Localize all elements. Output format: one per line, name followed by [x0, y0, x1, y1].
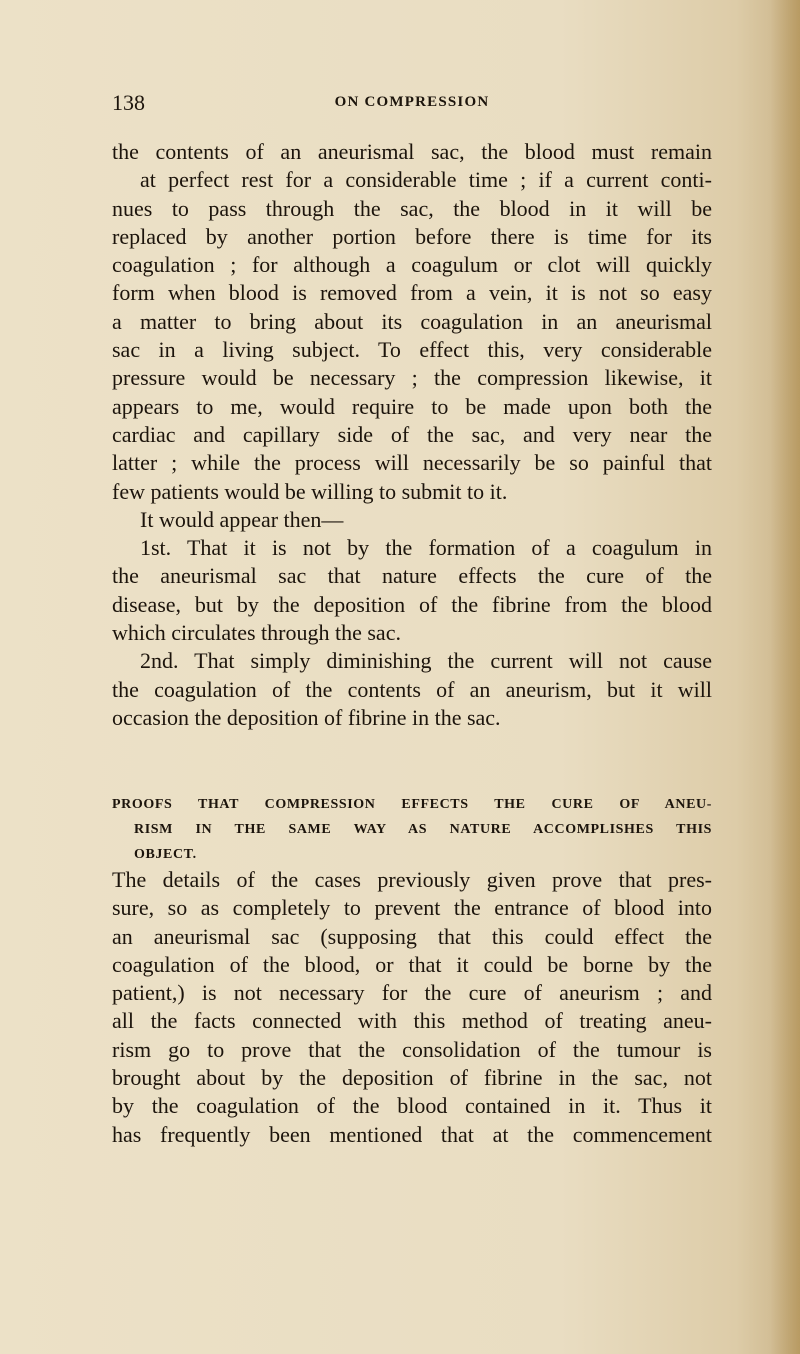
text-line: The details of the cases previously given prove that pres- — [112, 867, 712, 892]
text-line: coagulation of the blood, or that it could be borne by the — [112, 951, 712, 977]
text-line: all the facts connected with this method of treating aneu- — [112, 1008, 712, 1034]
text-line: form when blood is removed from a vein, it is not so easy — [112, 280, 712, 306]
text-line: appears to me, would require to be made upon both the — [112, 393, 712, 419]
running-head: ON COMPRESSION — [334, 94, 490, 110]
text-line: has frequently been mentioned that at the commencement — [112, 1121, 712, 1147]
text-line: the coagulation of the contents of an aneurism, but it will — [112, 676, 712, 702]
text-line: which circulates through the sac. — [112, 620, 401, 646]
text-line: 2nd. That simply diminishing the current will not cause — [140, 648, 712, 674]
page-edge-stain — [770, 0, 800, 1354]
text-line: sac in a living subject. To effect this, very considerable — [112, 337, 712, 363]
section-heading — [112, 792, 712, 867]
text-line: replaced by another portion before there is time for its — [112, 223, 712, 249]
text-line: by the coagulation of the blood contained in it. Thus it — [112, 1093, 712, 1119]
text-line: brought about by the deposition of fibrine in the sac, not — [112, 1065, 712, 1091]
body-text-bottom — [112, 866, 712, 1149]
text-line: disease, but by the deposition of the fibrine from the blood — [112, 591, 712, 617]
text-line: rism go to prove that the consolidation of the tumour is — [112, 1036, 712, 1062]
text-line: coagulation ; for although a coagulum or clot will quickly — [112, 252, 712, 278]
heading-line: OBJECT. — [134, 847, 197, 862]
text-line: nues to pass through the sac, the blood in it will be — [112, 195, 712, 221]
text-line: cardiac and capillary side of the sac, and very near the — [112, 421, 712, 447]
text-line: the contents of an aneurismal sac, the blood must remain — [112, 139, 712, 164]
text-line: pressure would be necessary ; the compression likewise, it — [112, 365, 712, 391]
page-number: 138 — [112, 90, 145, 115]
text-line: latter ; while the process will necessarily be so painful that — [112, 450, 712, 476]
text-line: patient,) is not necessary for the cure of aneurism ; and — [112, 980, 712, 1006]
text-line: at perfect rest for a considerable time ; if a current conti- — [140, 167, 712, 193]
text-line: the aneurismal sac that nature effects the cure of the — [112, 563, 712, 589]
text-line: few patients would be willing to submit to it. — [112, 478, 508, 504]
text-line: a matter to bring about its coagulation in an aneurismal — [112, 308, 712, 334]
heading-line: RISM IN THE SAME WAY AS NATURE ACCOMPLISHES THIS — [134, 822, 712, 837]
text-line: sure, so as completely to prevent the entrance of blood into — [112, 895, 712, 921]
text-line: an aneurismal sac (supposing that this could effect the — [112, 923, 712, 949]
heading-line: PROOFS THAT COMPRESSION EFFECTS THE CURE OF ANEU- — [112, 797, 712, 812]
page-header — [112, 90, 712, 120]
text-line: 1st. That it is not by the formation of a coagulum in — [140, 535, 712, 561]
conclusion-intro: It would appear then— — [140, 506, 344, 532]
text-line: occasion the deposition of fibrine in the sac. — [112, 704, 501, 730]
body-text-top — [112, 138, 712, 732]
